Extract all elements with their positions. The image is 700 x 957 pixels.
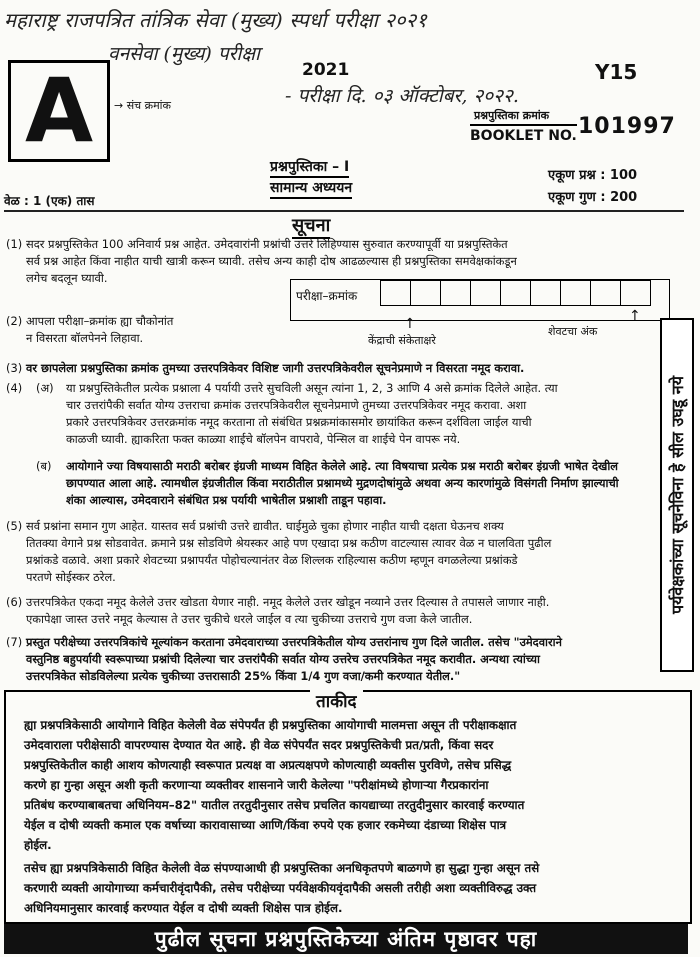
instruction-line: वर छापलेला प्रश्नपुस्तिका क्रमांक तुमच्या उत्तरपत्रिकेवर विशिष्ट जागी उत्तरपत्रिकेवरील सूचनेप्रमाणे न विसरता नमूद करावा. xyxy=(26,361,525,375)
roll-cell[interactable] xyxy=(470,280,501,306)
instruction-text xyxy=(66,380,558,448)
instruction-number: (4) xyxy=(6,381,23,395)
booklet-label-english: BOOKLET NO. xyxy=(470,124,577,144)
roll-cell[interactable] xyxy=(380,280,411,306)
warning-line: होईल. xyxy=(24,838,52,852)
instruction-number: (7) xyxy=(6,635,23,649)
seal-note-box xyxy=(660,318,694,672)
last-digit-label: शेवटचा अंक xyxy=(548,325,598,338)
warning-line: येईल व दोषी व्यक्ती कमाल एक वर्षाच्या कारावासाच्या आणि/किंवा रुपये एक हजार रकमेच्या दंडाच्या शिक्षेस पात्र xyxy=(24,818,507,832)
instruction-line: तितक्या वेगाने प्रश्न सोडवावेत. क्रमाने प्रश्न सोडविणे श्रेयस्कर आहे पण एखादा प्रश्न कठीण वाटल्यास त्यावर वेळ न घालविता पुढील xyxy=(26,536,552,550)
instruction-text xyxy=(26,634,562,685)
instruction-text xyxy=(26,360,524,377)
instruction-line: सदर प्रश्नपुस्तिकेत 100 अनिवार्य प्रश्न आहेत. उमेदवारांनी प्रश्नांची उत्तरे लिहिण्यास सुरुवात करण्यापूर्वी या प्रश्नपुस्तिकेत xyxy=(26,237,508,251)
instruction-number: (1) xyxy=(6,237,23,251)
instruction-text xyxy=(26,594,549,628)
warning-title: ताकीद xyxy=(310,689,363,712)
instruction-line: उत्तरपत्रिकेत सोडविलेल्या प्रत्येक चुकीच्या उत्तरासाठी 25% किंवा 1/4 गुण वजा/कमी करण्यात येतील." xyxy=(26,669,461,683)
arrow-up-icon: ↑ xyxy=(404,316,416,332)
instruction-line: लगेच बदलून घ्यावी. xyxy=(26,271,108,285)
paper-title: प्रश्नपुस्तिका – I xyxy=(270,157,349,178)
paper-subject: सामान्य अध्ययन xyxy=(270,178,352,199)
instruction-sub-tag: (अ) xyxy=(36,381,54,395)
warning-line: प्रतिबंध करण्याबाबतचा अधिनियम–82" यातील तरतुदीनुसार तसेच प्रचलित कायद्याच्या तरतुदीनुसार कारवाई करण्यात xyxy=(24,798,525,812)
instruction-number: (5) xyxy=(6,519,23,533)
instruction-2 xyxy=(6,313,286,349)
instruction-4 xyxy=(6,380,666,518)
warning-line: उमेदवाराला परीक्षेसाठी वापरण्यास देण्यात येत आहे. ही वेळ संपेपर्यंत सदर प्रश्नपुस्तिकेची प्रत/प्रती, किंवा सदर xyxy=(24,738,494,752)
instruction-number: (3) xyxy=(6,361,23,375)
exam-time: वेळ : 1 (एक) तास xyxy=(4,194,95,208)
instruction-line: या प्रश्नपुस्तिकेतील प्रत्येक प्रश्नाला 4 पर्यायी उत्तरे सुचविली असून त्यांना 1, 2, 3 आणि 4 असे क्रमांक दिलेले आहेत. त्या xyxy=(66,381,558,395)
warning-line: करणे हा गुन्हा असून अशी कृती करणाऱ्या व्यक्तीवर शासनाने जारी केलेल्या "परीक्षांमध्ये होणाऱ्या गैरप्रकारांना xyxy=(24,778,489,792)
instruction-sub-tag: (ब) xyxy=(36,459,52,473)
instruction-line: चार उत्तरांपैकी सर्वात योग्य उत्तराचा क्रमांक उत्तरपत्रिकेवरील सूचनेप्रमाणे तुमच्या उत्तरपत्रिकेवर नमूद करावा. अशा xyxy=(66,398,527,412)
instruction-6 xyxy=(6,594,666,630)
instruction-line: एकापेक्षा जास्त उत्तरे नमूद केल्यास ते उत्तर चुकीचे धरले जाईल व त्या चुकीच्या उत्तराचे गुण वजा केले जातील. xyxy=(26,612,473,626)
roll-cell[interactable] xyxy=(560,280,591,306)
instruction-line: सर्व प्रश्न आहेत किंवा नाहीत याची खात्री करून घ्यावी. तसेच अन्य काही दोष आढळल्यास ही प्रश्नपुस्तिका समवेक्षकांकडून xyxy=(26,254,517,268)
instruction-5 xyxy=(6,518,666,588)
center-code-label: केंद्राची संकेताक्षरे xyxy=(368,334,436,347)
instruction-text xyxy=(26,518,551,586)
instruction-text xyxy=(26,313,173,347)
instruction-line: प्रकारे उत्तरपत्रिकेवर उत्तरक्रमांक नमूद करताना तो संबंधित प्रश्नक्रमांकासमोर छायांकित करून दर्शविला जाईल याची xyxy=(66,415,532,429)
instruction-line: प्रस्तुत परीक्षेच्या उत्तरपत्रिकांचे मूल्यांकन करताना उमेदवाराच्या उत्तरपत्रिकेतील योग्य उत्तरांनाच गुण दिले जातील. तसेच "उमेदवाराने xyxy=(26,635,562,649)
warning-line: तसेच ह्या प्रश्नपत्रिकेसाठी विहित केलेली वेळ संपण्याआधी ही प्रश्नपुस्तिका अनधिकृतपणे बाळगणे हा सुद्धा गुन्हा असून तसे xyxy=(24,861,540,875)
instruction-line: सर्व प्रश्नांना समान गुण आहेत. यास्तव सर्व प्रश्नांची उत्तरे द्यावीत. घाईमुळे चुका होणार नाहीत याची दक्षता घेऊनच शक्य xyxy=(26,519,504,533)
instruction-line: वस्तुनिष्ठ बहुपर्यायी स्वरूपाच्या प्रश्नांची दिलेल्या चार उत्तरांपैकी सर्वात योग्य उत्तरेच उत्तरपत्रिकेत नमूद करावीत. अन्यथा त्यांच्या xyxy=(26,652,540,666)
instruction-line: आपला परीक्षा–क्रमांक ह्या चौकोनांत xyxy=(26,314,174,328)
warning-paragraph-1 xyxy=(24,715,664,855)
seal-note: पर्यवेक्षकांच्या सूचनेविना हे सील उघडू नये xyxy=(668,376,687,614)
warning-paragraph-2 xyxy=(24,858,664,918)
divider xyxy=(4,210,684,212)
instruction-line: छापण्यात आला आहे. त्यामधील इंग्रजीतील किंवा मराठीतील प्रश्नामध्ये मुद्रणदोषांमुळे अथवा अन्य कारणांमुळे विसंगती निर्माण झाल्याची xyxy=(66,476,619,490)
warning-line: करणारी व्यक्ती आयोगाच्या कर्मचारीवृंदापैकी, तसेच परीक्षेच्या पर्यवेक्षकीयवृंदापैकी असली तरीही अशा व्यक्तीविरुद्ध उक्त xyxy=(24,881,537,895)
handwritten-exam-subname: वनसेवा (मुख्य) परीक्षा xyxy=(108,43,260,65)
booklet-label-marathi: प्रश्नपुस्तिका क्रमांक xyxy=(474,109,550,122)
instruction-line: उत्तरपत्रिकेत एकदा नमूद केलेले उत्तर खोडता येणार नाही. नमूद केलेले उत्तर खोडून नव्याने उत्तर दिल्यास ते तपासले जाणार नाही. xyxy=(26,595,550,609)
series-letter: A xyxy=(8,60,110,162)
roll-number-label: परीक्षा–क्रमांक xyxy=(296,289,358,303)
instruction-line: काळजी घ्यावी. ह्याकरिता फक्त काळ्या शाईचे बॉलपेन वापरावे, पेन्सिल वा शाईचे पेन वापरू नये. xyxy=(66,432,461,446)
roll-cell[interactable] xyxy=(590,280,621,306)
roll-cell[interactable] xyxy=(620,280,651,306)
instruction-line: शंका आल्यास, उमेदवाराने संबंधित प्रश्न पर्यायी भाषेतील प्रश्नाशी ताडून पहावा. xyxy=(66,493,387,507)
instruction-number: (2) xyxy=(6,314,23,328)
instruction-line: परतणे सोईस्कर ठरेल. xyxy=(26,570,116,584)
instruction-line: न विसरता बॉलपेनने लिहावा. xyxy=(26,331,144,345)
roll-cell[interactable] xyxy=(530,280,561,306)
instruction-number: (6) xyxy=(6,595,23,609)
booklet-number: 101997 xyxy=(578,114,676,139)
warning-line: प्रश्नपुस्तिकेतील काही आशय कोणत्याही स्वरूपात प्रत्यक्ष वा अप्रत्यक्षपणे कोणत्याही व्यक्तीस पुरविणे, तसेच प्रसिद्ध xyxy=(24,758,512,772)
instruction-text xyxy=(66,458,619,509)
instruction-line: प्रश्नांकडे वळावे. अशा प्रकारे शेवटच्या प्रश्नापर्यंत पोहोचल्यानंतर वेळ शिल्लक राहिल्यास कठीण म्हणून वगळलेल्या प्रश्नांकडे xyxy=(26,553,518,567)
handwritten-exam-name: महाराष्ट्र राजपत्रित तांत्रिक सेवा (मुख्य) स्पर्धा परीक्षा २०२१ xyxy=(4,8,427,32)
total-questions: एकूण प्रश्न : 100 xyxy=(548,168,638,183)
instructions-heading: सूचना xyxy=(292,213,330,239)
warning-line: अधिनियमानुसार कारवाई करण्यात येईल व दोषी व्यक्ती शिक्षेस पात्र होईल. xyxy=(24,901,343,915)
total-marks: एकूण गुण : 200 xyxy=(548,190,638,205)
handwritten-exam-date: - परीक्षा दि. ०३ ऑक्टोबर, २०२२. xyxy=(285,85,519,107)
series-label: → संच क्रमांक xyxy=(114,99,171,112)
warning-line: ह्या प्रश्नपत्रिकेसाठी आयोगाने विहित केलेली वेळ संपेपर्यंत ही प्रश्नपुस्तिका आयोगाची मालमत्ता असून ती परीक्षाकक्षात xyxy=(24,718,517,732)
exam-year: 2021 xyxy=(302,60,350,80)
roll-cell[interactable] xyxy=(500,280,531,306)
instruction-3 xyxy=(6,360,666,378)
instruction-7 xyxy=(6,634,666,688)
roll-cell[interactable] xyxy=(410,280,441,306)
arrow-up-icon: ↑ xyxy=(629,308,641,324)
footer-banner: पुढील सूचना प्रश्नपुस्तिकेच्या अंतिम पृष्ठावर पहा xyxy=(4,924,688,954)
roll-cell[interactable] xyxy=(440,280,471,306)
instruction-line: आयोगाने ज्या विषयासाठी मराठी बरोबर इंग्रजी माध्यम विहित केलेले आहे. त्या विषयाचा प्रत्येक प्रश्न मराठी बरोबर इंग्रजी भाषेत देखील xyxy=(66,459,619,473)
booklet-code: Y15 xyxy=(595,60,638,84)
